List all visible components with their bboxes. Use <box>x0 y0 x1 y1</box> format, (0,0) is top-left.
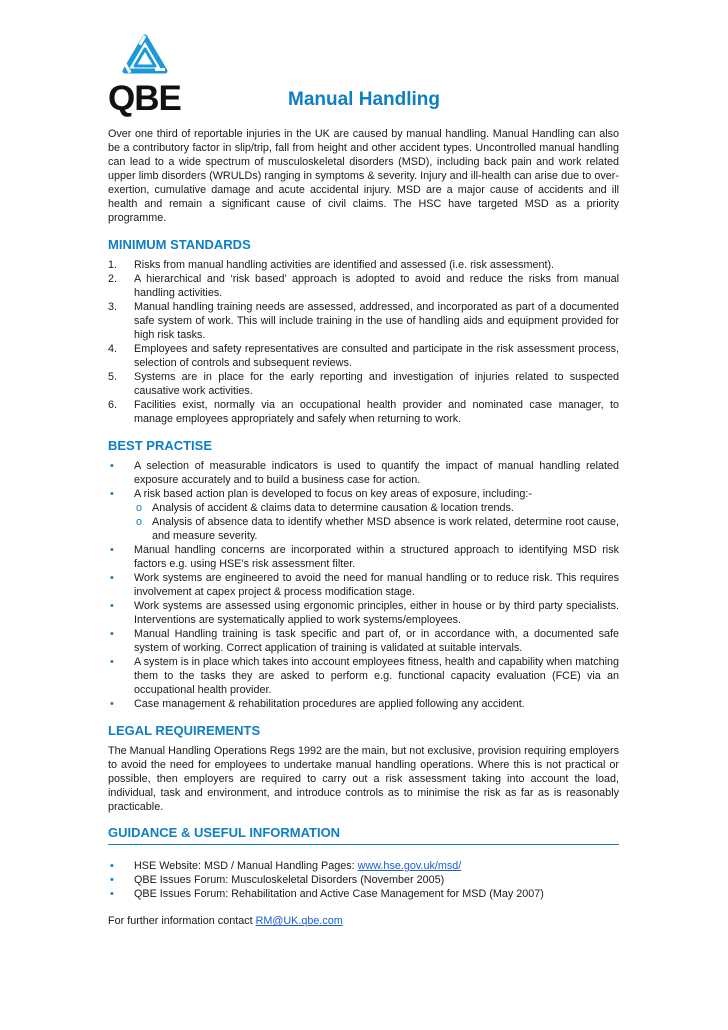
best-practise-list <box>108 459 619 711</box>
list-item <box>108 887 619 901</box>
contact-line <box>108 914 619 928</box>
logo-wordmark: QBE <box>108 79 181 118</box>
bullet-icon: • <box>110 600 114 612</box>
contact-email-link[interactable]: RM@UK.qbe.com <box>255 915 343 927</box>
list-item <box>108 342 619 370</box>
item-text: QBE Issues Forum: Musculoskeletal Disorders (November 2005) <box>134 874 445 886</box>
item-text: HSE Website: MSD / Manual Handling Pages: <box>134 860 358 872</box>
list-item <box>108 859 619 873</box>
list-item <box>108 459 619 487</box>
best-practise-heading: BEST PRACTISE <box>108 438 213 453</box>
document-body <box>108 127 619 928</box>
list-item <box>108 398 619 426</box>
legal-requirements-heading: LEGAL REQUIREMENTS <box>108 723 261 738</box>
item-text: Case management & rehabilitation procedures are applied following any accident. <box>134 698 525 710</box>
guidance-list <box>108 859 619 901</box>
list-item <box>108 655 619 697</box>
item-text: Analysis of absence data to identify whether MSD absence is work related, determine root cause, and measure severity. <box>152 516 619 542</box>
sub-list-item <box>134 501 619 515</box>
qbe-emblem-icon <box>119 33 171 79</box>
legal-paragraph: The Manual Handling Operations Regs 1992 are the main, but not exclusive, provision requiring employers to avoid the need for employees to undertake manual handling operations. Where this is not practical or possible, then employers are required to carry out a risk assessment taking into account the load, individual, task and environment, and introduce controls as to minimise the risk as far as is reasonably practicable. <box>108 745 619 813</box>
list-item <box>108 543 619 571</box>
bullet-icon: • <box>110 656 114 668</box>
item-text: Risks from manual handling activities are identified and assessed (i.e. risk assessment). <box>134 259 555 271</box>
item-number: 5. <box>108 371 118 383</box>
list-item <box>108 571 619 599</box>
minimum-standards-list <box>108 258 619 426</box>
bullet-icon: • <box>110 874 114 886</box>
item-text: Manual Handling training is task specific and part of, or in accordance with, a documented safe system of working. Correct application of training is validated at suitable intervals. <box>134 628 619 654</box>
bullet-icon: • <box>110 628 114 640</box>
list-item <box>108 272 619 300</box>
sub-list <box>134 501 619 543</box>
item-text: Facilities exist, normally via an occupational health provider and nominated case manager, to manage employees appropriately and safely when returning to work. <box>134 399 619 425</box>
item-text: A system is in place which takes into account employees fitness, health and capability when matching them to the tasks they are asked to perform e.g. functional capacity evaluation (FCE) via an occupational health provider. <box>134 656 619 696</box>
item-text: A selection of measurable indicators is used to quantify the impact of manual handling related exposure accurately and to build a business case for action. <box>134 460 619 486</box>
list-item <box>108 873 619 887</box>
item-text: A risk based action plan is developed to focus on key areas of exposure, including:- <box>134 488 532 500</box>
item-text: Systems are in place for the early reporting and investigation of injuries related to suspected causative work activities. <box>134 371 619 397</box>
bullet-icon: • <box>110 460 114 472</box>
item-number: 2. <box>108 273 118 285</box>
bullet-icon: • <box>110 488 114 500</box>
item-number: 6. <box>108 399 118 411</box>
list-item <box>108 300 619 342</box>
guidance-heading: GUIDANCE & USEFUL INFORMATION <box>108 825 619 845</box>
contact-prefix: For further information contact <box>108 915 256 927</box>
bullet-icon: • <box>110 572 114 584</box>
item-text: QBE Issues Forum: Rehabilitation and Active Case Management for MSD (May 2007) <box>134 888 544 900</box>
item-text: Employees and safety representatives are consulted and participate in the risk assessment process, selection of controls and subsequent reviews. <box>134 343 619 369</box>
item-text: A hierarchical and ‘risk based’ approach is adopted to avoid and reduce the risks from manual handling activities. <box>134 273 619 299</box>
bullet-icon: • <box>110 544 114 556</box>
bullet-icon: • <box>110 888 114 900</box>
intro-paragraph: Over one third of reportable injuries in the UK are caused by manual handling. Manual Handling can also be a contributory factor in slip/trip, fall from height and other accident types. Uncontrolled manual handling can lead to a wide spectrum of musculoskeletal disorders (MSD), including back pain and work related upper limb disorders (WRULDs) ranging in symptoms & severity. Injury and ill-health can arise due to over-exertion, cumulative damage and acute accidental injury. MSD are a major cause of accidents and ill health and remain a significant cause of civil claims. The HSC have targeted MSD as a priority programme. <box>108 128 619 224</box>
bullet-icon: • <box>110 860 114 872</box>
item-number: 3. <box>108 301 118 313</box>
list-item <box>108 487 619 543</box>
minimum-standards-heading: MINIMUM STANDARDS <box>108 237 251 252</box>
circle-bullet-icon: o <box>136 502 143 514</box>
list-item <box>108 599 619 627</box>
item-text: Manual handling training needs are assessed, addressed, and incorporated as part of a documented safe system of work. This will include training in the use of handling aids and equipment provided for high risk tasks. <box>134 301 619 341</box>
item-number: 4. <box>108 343 118 355</box>
item-text: Work systems are engineered to avoid the need for manual handling or to reduce risk. This requires involvement at capex project & process modification stage. <box>134 572 619 598</box>
item-number: 1. <box>108 259 118 271</box>
hse-website-link[interactable]: www.hse.gov.uk/msd/ <box>357 860 462 872</box>
item-text: Manual handling concerns are incorporated within a structured approach to identifying MSD risk factors e.g. using HSE’s risk assessment filter. <box>134 544 619 570</box>
circle-bullet-icon: o <box>136 516 143 528</box>
list-item <box>108 697 619 711</box>
item-text: Work systems are assessed using ergonomic principles, either in house or by third party specialists. Interventions are systematically applied to work systems/employees. <box>134 600 619 626</box>
list-item <box>108 370 619 398</box>
item-text: Analysis of accident & claims data to determine causation & location trends. <box>152 502 514 514</box>
list-item <box>108 627 619 655</box>
list-item <box>108 258 619 272</box>
bullet-icon: • <box>110 698 114 710</box>
page-title: Manual Handling <box>288 89 440 110</box>
sub-list-item <box>134 515 619 543</box>
